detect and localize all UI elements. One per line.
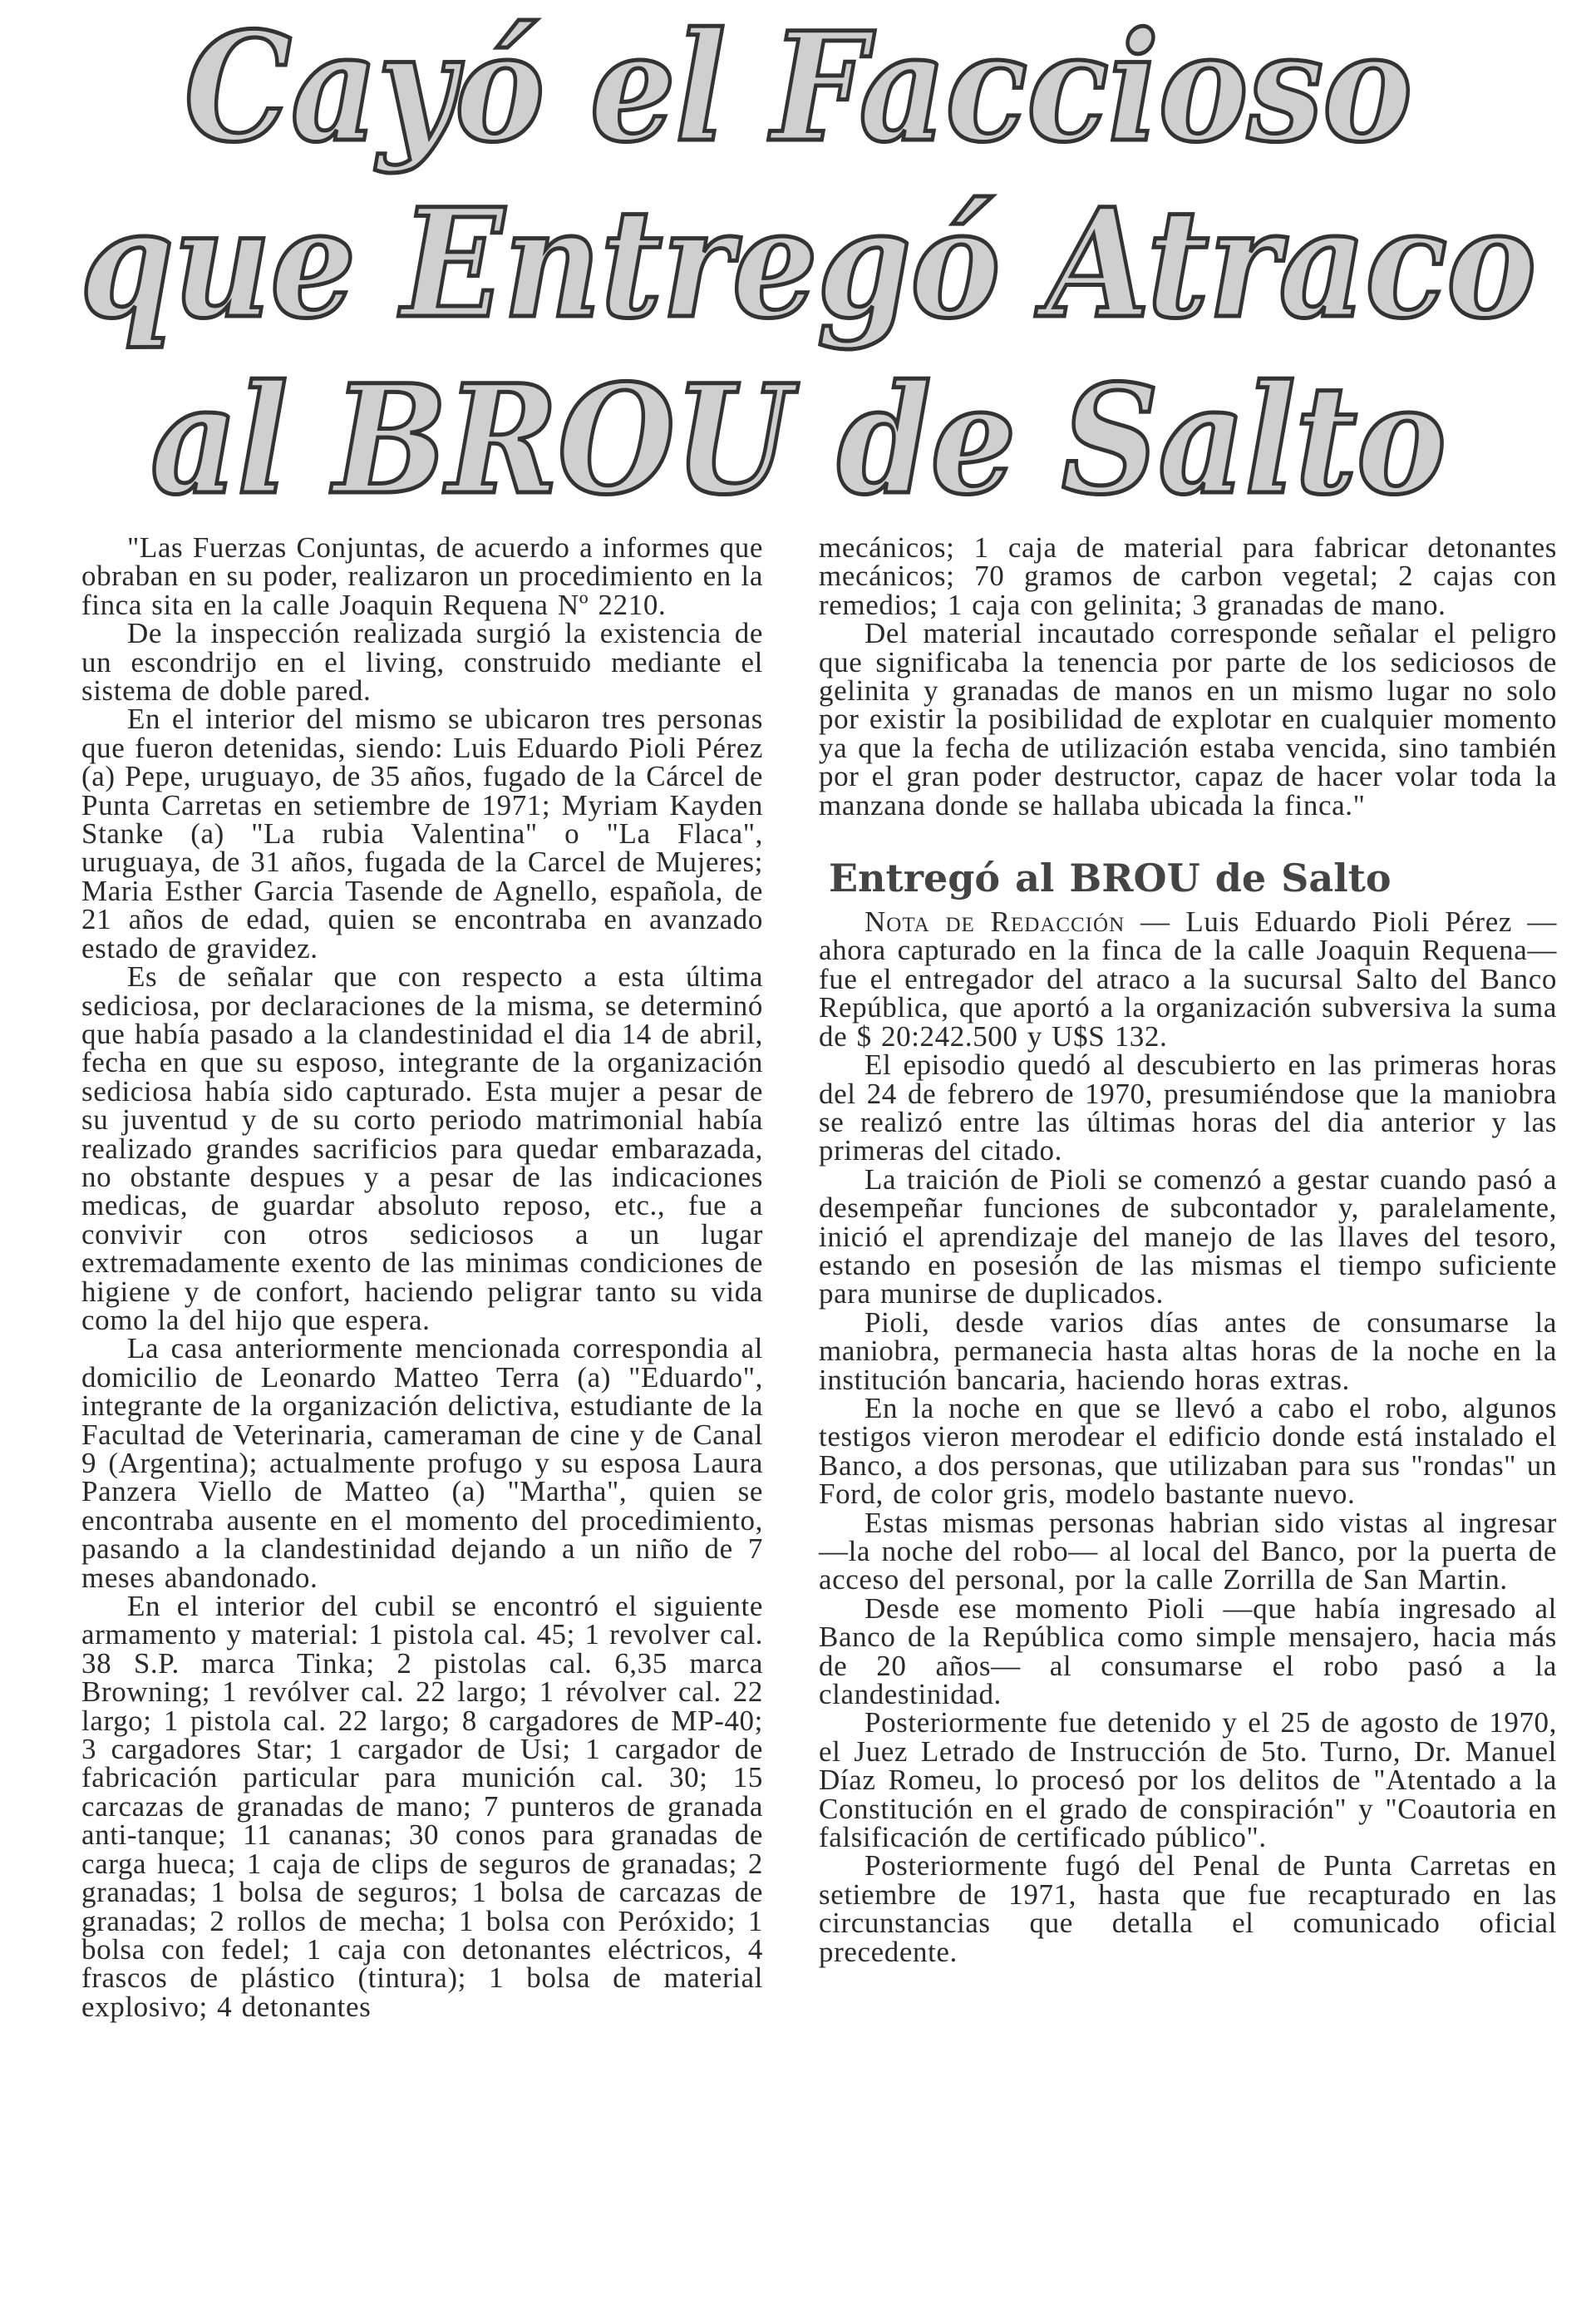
article-left-column <box>81 531 763 2023</box>
paragraph: Posteriormente fugó del Penal de Punta Carretas en setiembre de 1971, hasta que fue recapturado en las circunstancias que detalla el comunicado oficial precedente. <box>819 1849 1557 1968</box>
paragraph: mecánicos; 1 caja de material para fabricar detonantes mecánicos; 70 gramos de carbon vegetal; 2 cajas con remedios; 1 caja con gelinita; 3 granadas de mano. <box>819 531 1557 621</box>
paragraph: La casa anteriormente mencionada correspondia al domicilio de Leonardo Matteo Terra (a) "Eduardo", integrante de la organización delictiva, estudiante de la Facultad de Veterinaria, cameraman de cine y de Canal 9 (Argentina); actualmente profugo y su esposa Laura Panzera Viello de Matteo (a) "Martha", quien se encontraba ausente en el momento del procedimiento, pasando a la clandestinidad dejando a un niño de 7 meses abandonado. <box>81 1332 763 1594</box>
paragraph: Es de señalar que con respecto a esta última sediciosa, por declaraciones de la misma, se determinó que había pasado a la clandestinidad el dia 14 de abril, fecha en que su esposo, integrante de la organización sediciosa había sido capturado. Esta mujer a pesar de su juventud y de su corto periodo matrimonial había realizado grandes sacrificios para quedar embarazada, no obstante despues y a pesar de las indicaciones medicas, de guardar absoluto reposo, etc., fue a convivir con otros sediciosos a un lugar extremadamente exento de las minimas condiciones de higiene y de confort, haciendo peligrar tanto su vida como la del hijo que espera. <box>81 960 763 1336</box>
paragraph: En el interior del cubil se encontró el siguiente armamento y material: 1 pistola cal. 45; 1 revolver cal. 38 S.P. marca Tinka; 2 pistolas cal. 6,35 marca Browning; 1 revólver cal. 22 largo; 1 révolver cal. 22 largo; 1 pistola cal. 22 largo; 8 cargadores de MP-40; 3 cargadores Star; 1 cargador de Usi; 1 cargador de fabricación particular para munición cal. 30; 15 carcazas de granadas de mano; 7 punteros de granada anti-tanque; 11 cananas; 30 conos para granadas de carga hueca; 1 caja de clips de seguros de granadas; 2 granadas; 1 bolsa de seguros; 1 bolsa de carcazas de granadas; 2 rollos de mecha; 1 bolsa con Peróxido; 1 bolsa con fedel; 1 caja con detonantes eléctricos, 4 frascos de plástico (tintura); 1 bolsa de material explosivo; 4 detonantes <box>81 1590 763 2023</box>
subheading: Entregó al BROU de Salto <box>829 856 1392 901</box>
lead-paragraph <box>819 905 1557 1053</box>
paragraph: "Las Fuerzas Conjuntas, de acuerdo a informes que obraban en su poder, realizaron un procedimiento en la finca sita en la calle Joaquin Requena Nº 2210. <box>81 531 763 621</box>
headline-line-2: que Entregó Atraco <box>80 176 1536 352</box>
paragraph: Posteriormente fue detenido y el 25 de agosto de 1970, el Juez Letrado de Instrucción de 5to. Turno, Dr. Manuel Díaz Romeu, lo procesó por los delitos de "Atentado a la Constitución en el grado de conspiración" y "Coautoria en falsificación de certificado público". <box>819 1706 1557 1854</box>
paragraph: En la noche en que se llevó a cabo el robo, algunos testigos vieron merodear el edificio donde está instalado el Banco, a dos personas, que utilizaban para sus "rondas" un Ford, de color gris, modelo bastante nuevo. <box>819 1391 1557 1511</box>
paragraph: Del material incautado corresponde señalar el peligro que significaba la tenencia por parte de los sediciosos de gelinita y granadas de manos en un mismo lugar no solo por existir la posibilidad de explotar en cualquier momento ya que la fecha de utilización estaba vencida, sino también por el gran poder destructor, capaz de hacer volar toda la manzana donde se hallaba ubicada la finca." <box>819 617 1557 821</box>
headline-line-1: Cayó el Faccioso <box>184 0 1412 175</box>
paragraph: De la inspección realizada surgió la existencia de un escondrijo en el living, construido mediante el sistema de doble pared. <box>81 617 763 708</box>
article-right-column <box>819 531 1557 1968</box>
paragraph: Estas mismas personas habrian sido vistas al ingresar —la noche del robo— al local del Banco, por la puerta de acceso del personal, por la calle Zorrilla de San Martin. <box>819 1506 1557 1596</box>
paragraph: En el interior del mismo se ubicaron tres personas que fueron detenidas, siendo: Luis Eduardo Pioli Pérez (a) Pepe, uruguayo, de 35 años, fugado de la Cárcel de Punta Carretas en setiembre de 1971; Myriam Kayden Stanke (a) "La rubia Valentina" o "La Flaca", uruguaya, de 31 años, fugada de la Carcel de Mujeres; Maria Esther Garcia Tasende de Agnello, española, de 21 años de edad, quien se encontraba en avanzado estado de gravidez. <box>81 703 763 965</box>
paragraph: El episodio quedó al descubierto en las primeras horas del 24 de febrero de 1970, presumiéndose que la maniobra se realizó entre las últimas horas del dia anterior y las primeras del citado. <box>819 1048 1557 1167</box>
headline <box>0 0 1596 529</box>
paragraph: Desde ese momento Pioli —que había ingresado al Banco de la República como simple mensajero, hacia más de 20 años— al consumarse el robo pasó a la clandestinidad. <box>819 1591 1557 1711</box>
paragraph: Pioli, desde varios días antes de consumarse la maniobra, permanecia hasta altas horas de la noche en la institución bancaria, haciendo horas extras. <box>819 1305 1557 1396</box>
headline-line-3: al BROU de Salto <box>150 353 1446 528</box>
editorial-note-label: Nota de Redacción — <box>864 905 1170 939</box>
paragraph: La traición de Pioli se comenzó a gestar cuando pasó a desempeñar funciones de subcontador y, paralelamente, inició el aprendizaje del manejo de las llaves del tesoro, estando en posesión de las mismas el tiempo suficiente para munirse de duplicados. <box>819 1162 1557 1310</box>
lead-text: Luis Eduardo Pioli Pérez —ahora capturado en la finca de la calle Joaquin Requena— fue el entregador del atraco a la sucursal Salto del Banco República, que aportó a la organización subversiva la suma de $ 20:242.500 y U$S 132. <box>819 905 1557 1053</box>
